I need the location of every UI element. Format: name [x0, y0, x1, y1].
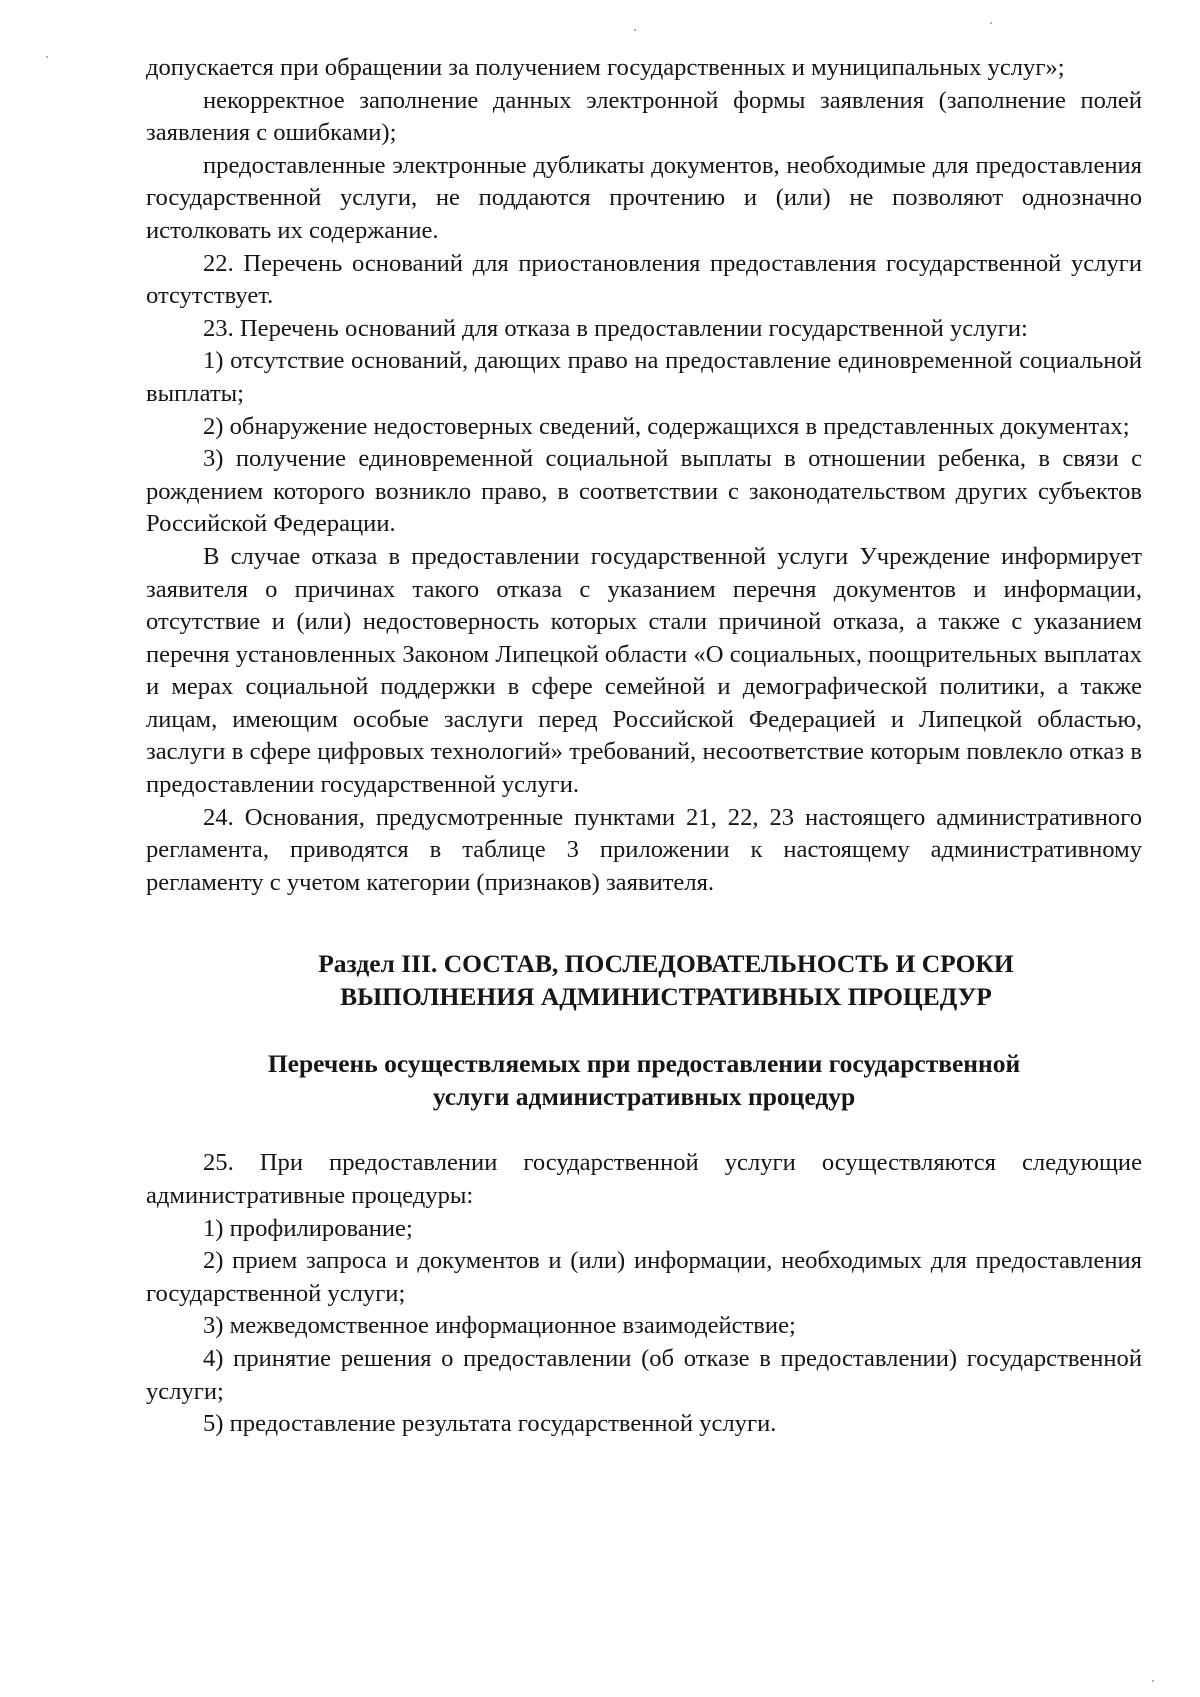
- paragraph-item-24: 24. Основания, предусмотренные пунктами 21, 22, 23 настоящего административного регламента, приводятся в таблице 3 приложении к настоящему административному регламенту с учетом категории (признаков) заявителя.: [146, 803, 1142, 896]
- paragraph-incorrect-form: некорректное заполнение данных электронной формы заявления (заполнение полей заявления с ошибками);: [146, 86, 1142, 147]
- document-page: [146, 52, 1142, 1441]
- list-item-23-2: 2) обнаружение недостоверных сведений, содержащихся в представленных документах;: [203, 412, 1130, 440]
- paragraph-continuation: допускается при обращении за получением государственных и муниципальных услуг»;: [146, 54, 1065, 81]
- subsection-heading-line-2: услуги административных процедур: [432, 1082, 856, 1112]
- list-item-25-1: 1) профилирование;: [203, 1214, 413, 1242]
- list-item-23-3: 3) получение единовременной социальной выплаты в отношении ребенка, в связи с рождением которого возникло право, в соответствии с законодательством других субъектов Российской Федерации.: [146, 445, 1142, 538]
- list-item-25-3: 3) межведомственное информационное взаимодействие;: [203, 1312, 796, 1340]
- list-item-23-1: 1) отсутствие оснований, дающих право на предоставление единовременной социальной выплаты;: [146, 347, 1142, 407]
- subsection-heading-line-1: Перечень осуществляемых при предоставлении государственной: [267, 1049, 1021, 1079]
- paragraph-unreadable-duplicates: предоставленные электронные дубликаты документов, необходимые для предоставления государственной услуги, не поддаются прочтению и (или) не позволяют однозначно истолковать их содержание.: [146, 151, 1142, 244]
- section-heading: [146, 947, 1142, 1013]
- body-text-top: [146, 52, 1142, 899]
- section-heading-line-2: ВЫПОЛНЕНИЯ АДМИНИСТРАТИВНЫХ ПРОЦЕДУР: [340, 982, 992, 1012]
- list-item-25-5: 5) предоставление результата государственной услуги.: [203, 1410, 777, 1438]
- paragraph-item-23: 23. Перечень оснований для отказа в предоставлении государственной услуги:: [203, 314, 1028, 342]
- paragraph-refusal-notice: В случае отказа в предоставлении государственной услуги Учреждение информирует заявителя о причинах такого отказа с указанием перечня документов и информации, отсутствие и (или) недостоверность которых стали причиной отказа, а также с указанием перечня установленных Законом Липецкой области «О социальных, поощрительных выплатах и мерах социальной поддержки в сфере семейной и демографической политики, а также лицам, имеющим особые заслуги перед Российской Федерацией и Липецкой областью, заслуги в сфере цифровых технологий» требований, несоответствие которым повлекло отказ в предоставлении государственной услуги.: [146, 542, 1142, 799]
- subsection-heading: [146, 1047, 1142, 1113]
- body-text-bottom: [146, 1147, 1142, 1440]
- section-heading-line-1: Раздел III. СОСТАВ, ПОСЛЕДОВАТЕЛЬНОСТЬ И СРОКИ: [318, 949, 1014, 979]
- list-item-25-2: 2) прием запроса и документов и (или) информации, необходимых для предоставления государственной услуги;: [146, 1247, 1142, 1307]
- scan-speck: [990, 22, 992, 24]
- list-item-25-4: 4) принятие решения о предоставлении (об отказе в предоставлении) государственной услуги;: [146, 1345, 1142, 1405]
- scan-speck: [634, 29, 636, 31]
- paragraph-item-22: 22. Перечень оснований для приостановления предоставления государственной услуги отсутствует.: [146, 249, 1142, 310]
- paragraph-item-25: 25. При предоставлении государственной услуги осуществляются следующие административные процедуры:: [146, 1149, 1142, 1210]
- scan-speck: [1152, 1680, 1154, 1682]
- scan-speck: [46, 56, 48, 58]
